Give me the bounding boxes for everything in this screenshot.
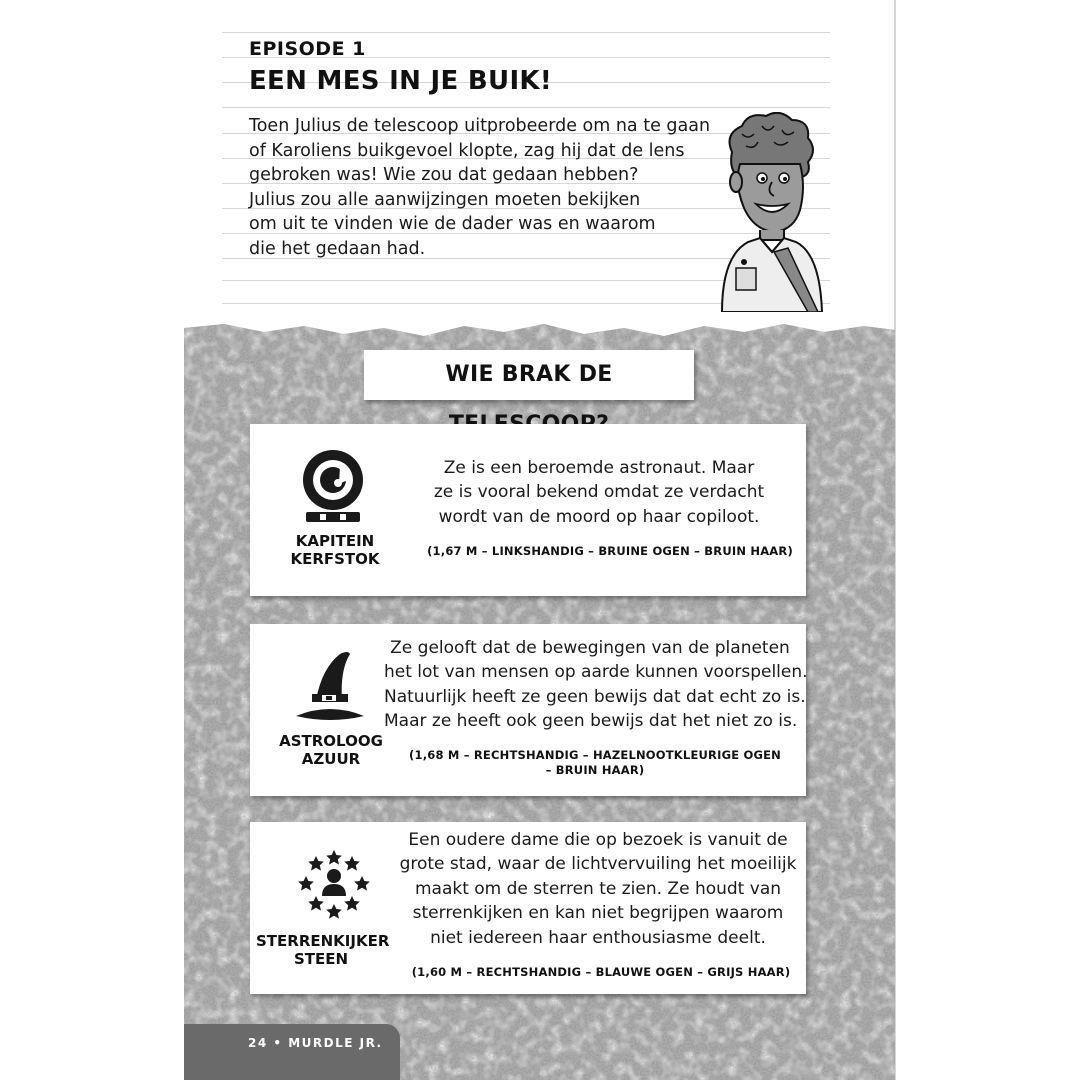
episode-label: EPISODE 1	[249, 38, 366, 60]
intro-line: of Karoliens buikgevoel klopte, zag hij dat de lens	[249, 140, 685, 161]
intro-line: Julius zou alle aanwijzingen moeten bekijken	[249, 189, 641, 210]
description-line: wordt van de moord op haar copiloot.	[438, 506, 760, 527]
description-line: ze is vooral bekend omdat ze verdacht	[433, 482, 765, 503]
suspect-stats	[400, 748, 790, 778]
page-number-label: 24 • MURDLE JR.	[248, 1036, 383, 1050]
person-stars-icon	[298, 848, 370, 920]
suspect-name-line: STEEN	[293, 950, 349, 968]
description-line: sterrenkijken en kan niet begrijpen waarom	[412, 903, 784, 924]
description-line: grote stad, waar de lichtvervuiling het moeilijk	[399, 854, 797, 875]
suspect-name	[270, 532, 400, 568]
witch-hat-icon	[296, 650, 364, 722]
julius-character-illustration	[712, 112, 832, 312]
suspect-name-line: ASTROLOOG	[279, 732, 383, 750]
description-line: Maar ze heeft ook geen bewijs dat het niet zo is.	[384, 711, 798, 732]
description-line: Natuurlijk heeft ze geen bewijs dat dat echt zo is.	[384, 686, 806, 707]
intro-line: Toen Julius de telescoop uitprobeerde om na te gaan	[249, 116, 711, 136]
episode-title: EEN MES IN JE BUIK!	[249, 66, 553, 96]
description-line: Ze is een beroemde astronaut. Maar	[443, 458, 755, 478]
description-line: Een oudere dame die op bezoek is vanuit de	[408, 830, 788, 850]
suspect-description	[392, 828, 804, 950]
suspect-name-line: KERFSTOK	[290, 550, 380, 568]
stats-line: (1,67 M – LINKSHANDIG – BRUINE OGEN – BRUIN HAAR)	[427, 544, 793, 558]
stats-line: (1,60 M – RECHTSHANDIG – BLAUWE OGEN – GRIJS HAAR)	[411, 965, 791, 979]
suspect-stats	[406, 965, 796, 980]
suspect-description	[384, 636, 808, 734]
suspect-name-line: STERRENKIJKER	[256, 932, 390, 950]
suspect-name-line: KAPITEIN	[295, 532, 375, 550]
intro-line: gebroken was! Wie zou dat gedaan hebben?	[249, 165, 639, 186]
stats-line: – BRUIN HAAR)	[545, 763, 645, 777]
ruled-line	[222, 32, 830, 33]
intro-line: om uit te vinden wie de dader was en waarom	[249, 214, 656, 235]
description-line: Ze gelooft dat de bewegingen van de planeten	[390, 638, 790, 658]
page-footer-tab	[184, 1024, 400, 1080]
section-heading: WIE BRAK DE	[364, 350, 694, 400]
suspect-description	[404, 456, 794, 529]
suspect-name	[266, 732, 396, 768]
intro-paragraph	[249, 114, 719, 262]
stats-line: (1,68 M – RECHTSHANDIG – HAZELNOOTKLEURIGE OGEN	[409, 748, 781, 762]
astronaut-helmet-icon	[300, 450, 366, 526]
suspect-name-line: AZUUR	[301, 750, 361, 768]
intro-line: die het gedaan had.	[249, 238, 426, 259]
description-line: maakt om de sterren te zien. Ze houdt van	[414, 878, 782, 899]
description-line: niet iedereen haar enthousiasme deelt.	[430, 927, 766, 948]
description-line: het lot van mensen op aarde kunnen voorspellen.	[384, 662, 808, 683]
suspect-name	[256, 932, 390, 968]
suspect-stats	[420, 544, 800, 559]
ruled-line	[222, 107, 830, 108]
